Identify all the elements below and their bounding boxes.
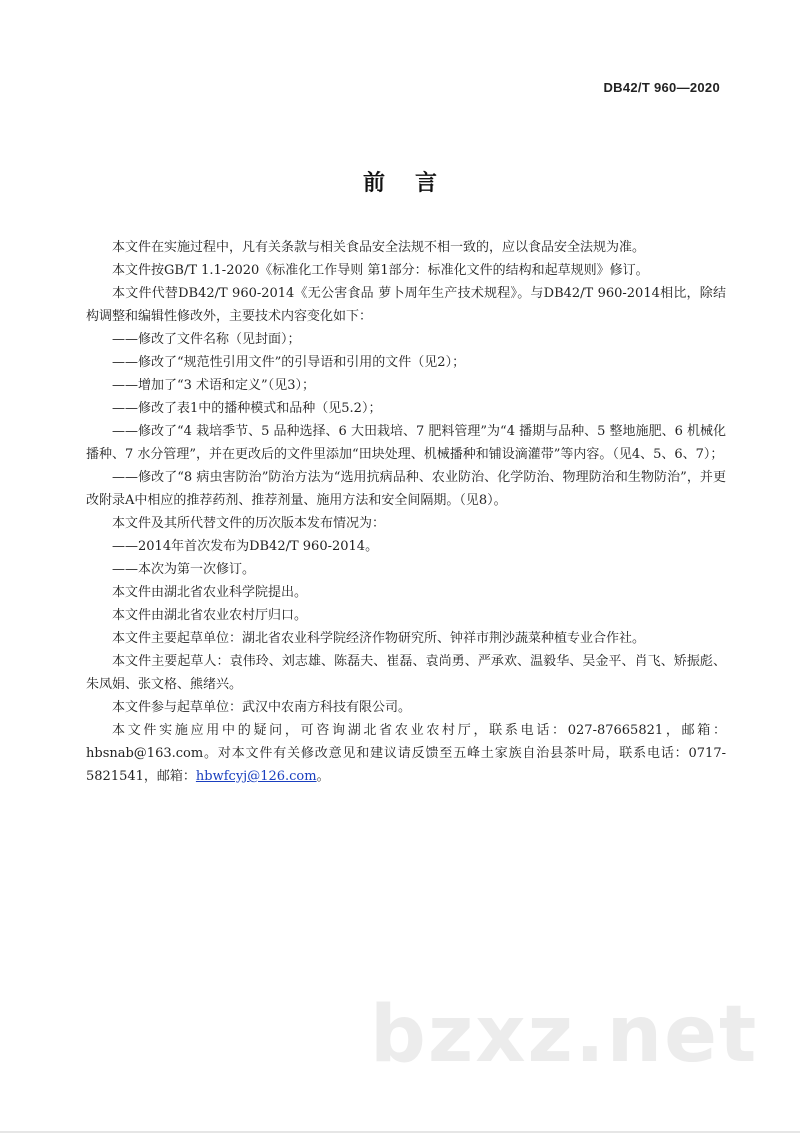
paragraph-drafting-units: 本文件主要起草单位：湖北省农业科学院经济作物研究所、钟祥市荆沙蔬菜种植专业合作社。 [112,631,646,646]
history-item-revision: ——本次为第一次修订。 [112,562,256,577]
paragraph-authority: 本文件由湖北省农业农村厅归口。 [112,608,308,623]
paragraph-conflict-rule: 本文件在实施过程中，凡有关条款与相关食品安全法规不相一致的，应以食品安全法规为准。 [112,240,646,255]
change-item-cultivation: ——修改了“4 栽培季节、5 品种选择、6 大田栽培、7 肥料管理”为“4 播期与品种、5 整地施肥、6 机械化播种、7 水分管理”，并在更改后的文件里添加“田块处理、机械播种和铺设滴灌带”等内容。（见4、5、6、7）； [86,424,726,462]
change-item-pest-control: ——修改了“8 病虫害防治”防治方法为“选用抗病品种、农业防治、化学防治、物理防治和生物防治”，并更改附录A中相应的推荐药剂、推荐剂量、施用方法和安全间隔期。（见8）。 [86,470,726,508]
contact-text: 本文件实施应用中的疑问，可咨询湖北省农业农村厅，联系电话：027-87665821，邮箱：hbsnab@163.com。对本文件有关修改意见和建议请反馈至五峰土家族自治县茶叶局，联系电话：0717-5821541，邮箱： [86,723,726,784]
history-item-2014: ——2014年首次发布为DB42/T 960-2014。 [112,539,379,554]
change-item-references: ——修改了“规范性引用文件”的引导语和引用的文件（见2）； [112,355,466,370]
page-bottom-edge [0,1131,800,1133]
email-link[interactable]: hbwfcyj@126.com [195,769,317,784]
contact-end: 。 [316,769,330,784]
paragraph-participating-unit: 本文件参与起草单位：武汉中农南方科技有限公司。 [112,700,412,715]
change-item-terms: ——增加了“3 术语和定义”（见3）； [112,378,315,393]
paragraph-history: 本文件及其所代替文件的历次版本发布情况为： [112,516,386,531]
paragraph-contact [86,719,726,788]
watermark: bzxz.net [370,990,759,1080]
foreword-body [86,236,726,788]
paragraph-proposer: 本文件由湖北省农业科学院提出。 [112,585,308,600]
change-item-name: ——修改了文件名称（见封面）； [112,332,301,347]
page-title: 前言 [362,171,467,196]
change-item-table1: ——修改了表1中的播种模式和品种（见5.2）； [112,401,382,416]
paragraph-replaces: 本文件代替DB42/T 960-2014《无公害食品 萝卜周年生产技术规程》。与DB42/T 960-2014相比，除结构调整和编辑性修改外，主要技术内容变化如下： [86,286,726,324]
paragraph-drafters: 本文件主要起草人：袁伟玲、刘志雄、陈磊夫、崔磊、袁尚勇、严承欢、温毅华、吴金平、肖飞、矫振彪、朱凤娟、张文格、熊绪兴。 [86,654,726,692]
standard-code: DB42/T 960—2020 [603,80,720,95]
paragraph-drafting-basis: 本文件按GB/T 1.1-2020《标准化工作导则 第1部分：标准化文件的结构和起草规则》修订。 [112,263,649,278]
